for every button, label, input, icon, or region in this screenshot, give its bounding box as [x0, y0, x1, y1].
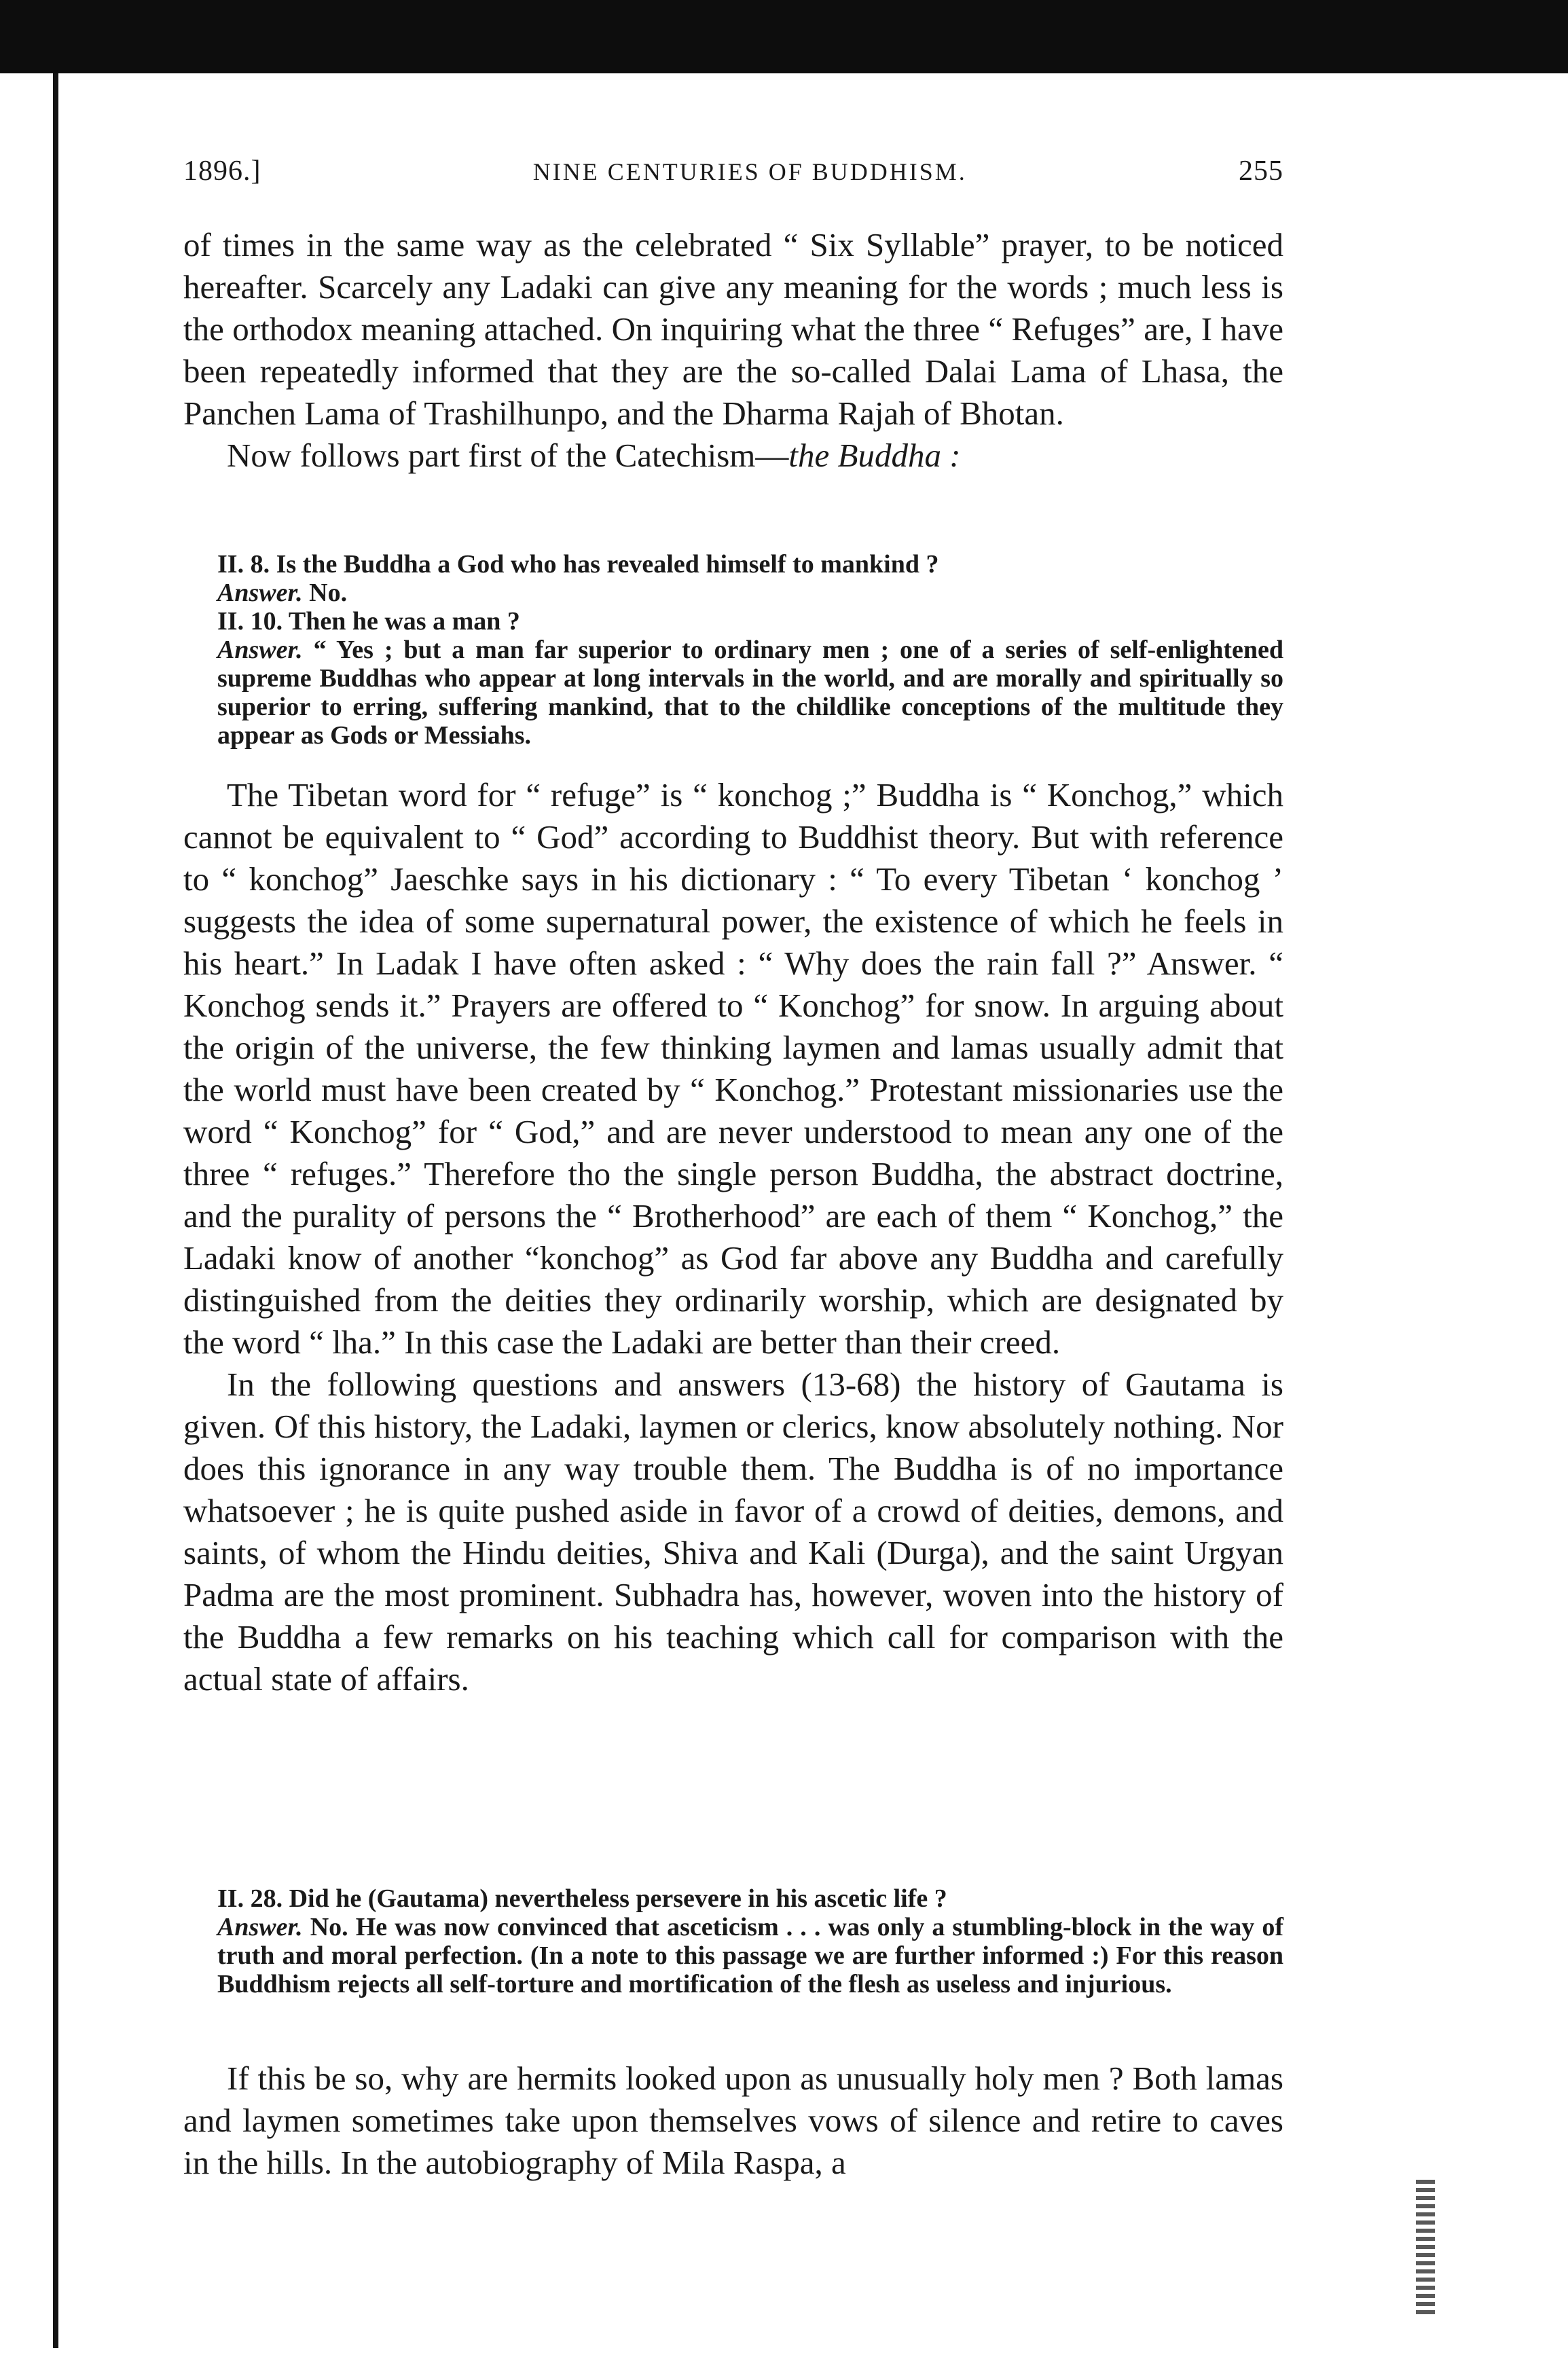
catechism-excerpt-1 — [217, 550, 1283, 750]
binding-gutter-line — [53, 73, 58, 2348]
answer-label: Answer. — [217, 636, 303, 664]
answer-text: “ Yes ; but a man far superior to ordinary men ; one of a series of self-enlightened supreme Buddhas who appear at long intervals in the world, and are morally and spiritually so superior to erring, suffering mankind, that to the childlike conceptions of the multitude they appear as Gods or Messiahs. — [217, 636, 1283, 750]
catechism-answer — [217, 636, 1283, 750]
text-block-1 — [183, 224, 1283, 477]
catechism-question: II. 10. Then he was a man ? — [217, 607, 520, 636]
answer-label: Answer. — [217, 579, 303, 607]
header-title: NINE CENTURIES OF BUDDHISM. — [532, 158, 967, 185]
header-year: 1896.] — [183, 156, 261, 187]
catechism-answer — [217, 1913, 1283, 1998]
answer-text: No. — [302, 579, 348, 607]
catechism-intro-italic: the Buddha : — [788, 437, 961, 474]
paragraph-gautama-history: In the following questions and answers (13-68) the history of Gautama is given. Of this history, the Ladaki, laymen or clerics, know absolutely nothing. Nor does this ignorance in any way trouble them. The Buddha is of no importance whatsoever ; he is quite pushed aside in favor of a crowd of deities, demons, and saints, of whom the Hindu deities, Shiva and Kali (Durga), and the saint Urgyan Padma are the most prominent. Subhadra has, however, woven into the history of the Buddha a few remarks on his teaching which call for comparison with the actual state of affairs. — [183, 1366, 1283, 1698]
answer-text: No. He was now convinced that asceticism . . . was only a stumbling-block in the way of truth and moral perfection. (In a note to this passage we are further informed :) For this reason Buddhism rejects all self-torture and mortification of the flesh as useless and injurious. — [217, 1913, 1283, 1998]
paragraph-konchog: The Tibetan word for “ refuge” is “ konchog ;” Buddha is “ Konchog,” which cannot be equivalent to “ God” according to Buddhist theory. But with reference to “ konchog” Jaeschke says in his dictionary : “ To every Tibetan ‘ konchog ’ suggests the idea of some supernatural power, the existence of which he feels in his heart.” In Ladak I have often asked : “ Why does the rain fall ?” Answer. “ Konchog sends it.” Prayers are offered to “ Konchog” for snow. In arguing about the origin of the universe, the few thinking laymen and lamas usually admit that the world must have been created by “ Konchog.” Protestant missionaries use the word “ Konchog” for “ God,” and are never understood to mean any one of the three “ refuges.” Therefore tho the single person Buddha, the abstract doctrine, and the purality of persons the “ Brotherhood” are each of them “ Konchog,” the Ladaki know of another “konchog” as God far above any Buddha and carefully distinguished from the deities they ordinarily worship, which are designated by the word “ lha.” In this case the Ladaki are better than their creed. — [183, 776, 1283, 1361]
page-number: 255 — [1239, 156, 1283, 187]
paragraph-catechism-intro — [183, 435, 1283, 477]
scan-top-border — [0, 0, 1568, 73]
paragraph-refuges: of times in the same way as the celebrated “ Six Syllable” prayer, to be noticed hereafter. Scarcely any Ladaki can give any meaning for the words ; much less is the orthodox meaning attached. On inquiring what the three “ Refuges” are, I have been repeatedly informed that they are the so-called Dalai Lama of Lhasa, the Panchen Lama of Trashilhunpo, and the Dharma Rajah of Bhotan. — [183, 226, 1283, 432]
text-block-2 — [183, 774, 1283, 1700]
catechism-answer — [217, 579, 1283, 607]
answer-label: Answer. — [217, 1913, 303, 1941]
catechism-intro-text: Now follows part first of the Catechism— — [227, 437, 789, 474]
catechism-excerpt-2 — [217, 1884, 1283, 1998]
paragraph-hermits: If this be so, why are hermits looked upon as unusually holy men ? Both lamas and laymen sometimes take upon themselves vows of silence and retire to caves in the hills. In the autobiography of Mila Raspa, a — [183, 2060, 1283, 2181]
running-header — [183, 155, 1283, 196]
catechism-question: II. 28. Did he (Gautama) nevertheless persevere in his ascetic life ? — [217, 1884, 947, 1913]
library-stamp-mark — [1416, 2180, 1435, 2316]
catechism-question: II. 8. Is the Buddha a God who has revealed himself to mankind ? — [217, 550, 939, 579]
text-block-3 — [183, 2058, 1283, 2184]
scan-left-margin — [0, 73, 53, 2376]
